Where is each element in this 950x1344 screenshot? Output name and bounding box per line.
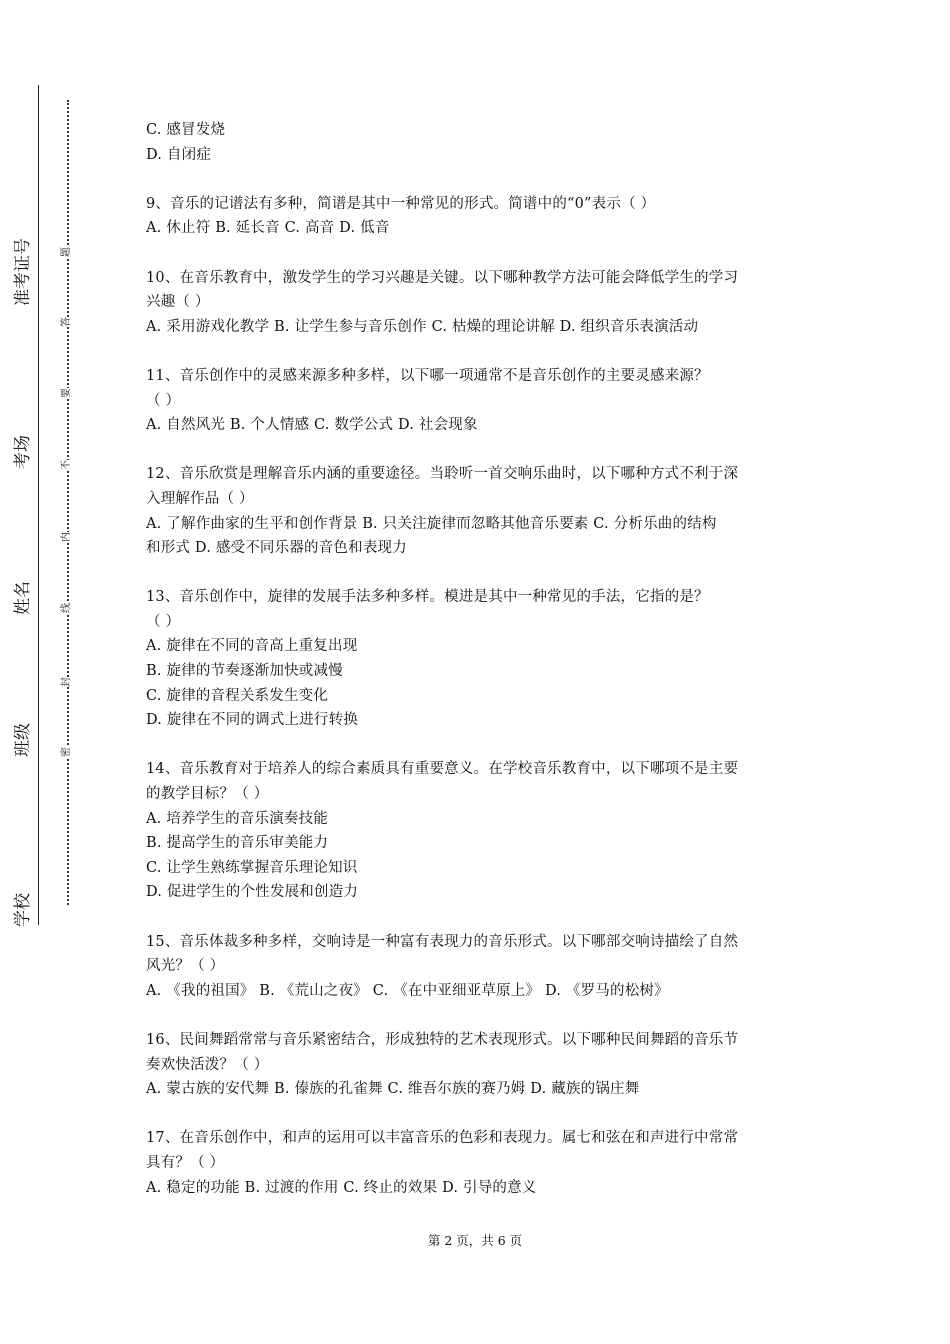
question-line: （ ） bbox=[146, 613, 181, 630]
question-block bbox=[146, 585, 816, 733]
seal-char: 封 bbox=[61, 677, 72, 687]
question-line: 12、音乐欣赏是理解音乐内涵的重要途径。当聆听一首交响乐曲时，以下哪种方式不利于深 bbox=[146, 466, 739, 483]
question-line: 奏欢快活泼？（ ） bbox=[146, 1056, 269, 1073]
question-line: B. 旋律的节奏逐渐加快或减慢 bbox=[146, 663, 343, 680]
question-line: D. 自闭症 bbox=[146, 146, 212, 163]
question-block bbox=[146, 1028, 816, 1102]
question-line: 13、音乐创作中，旋律的发展手法多种多样。模进是其中一种常见的手法，它指的是？ bbox=[146, 589, 709, 606]
question-gap bbox=[146, 241, 816, 266]
binding-solid-line bbox=[38, 85, 39, 925]
question-gap bbox=[146, 1102, 816, 1127]
question-line: 风光？（ ） bbox=[146, 958, 225, 975]
question-block bbox=[146, 192, 816, 241]
question-line: A. 培养学生的音乐演奏技能 bbox=[146, 810, 328, 827]
seal-char: 题 bbox=[61, 247, 72, 257]
field-name: 姓名 bbox=[13, 581, 33, 615]
question-line: 的教学目标？（ ） bbox=[146, 786, 269, 803]
question-line: A. 休止符 B. 延长音 C. 高音 D. 低音 bbox=[146, 220, 390, 237]
seal-char: 线 bbox=[61, 603, 72, 613]
question-line: 14、音乐教育对于培养人的综合素质具有重要意义。在学校音乐教育中，以下哪项不是主要 bbox=[146, 761, 739, 778]
field-school: 学校 bbox=[13, 893, 33, 927]
question-line: 10、在音乐教育中，激发学生的学习兴趣是关键。以下哪种教学方法可能会降低学生的学习 bbox=[146, 269, 739, 286]
question-block bbox=[146, 118, 816, 167]
seal-char: 内 bbox=[61, 532, 72, 542]
seal-char: 要 bbox=[61, 388, 72, 398]
question-line: D. 促进学生的个性发展和创造力 bbox=[146, 884, 359, 901]
question-line: 具有？（ ） bbox=[146, 1154, 225, 1171]
question-line: 入理解作品（ ） bbox=[146, 490, 254, 507]
question-line: A. 自然风光 B. 个人情感 C. 数学公式 D. 社会现象 bbox=[146, 417, 478, 434]
question-block bbox=[146, 462, 816, 560]
question-block bbox=[146, 266, 816, 340]
question-list bbox=[146, 118, 816, 1200]
question-line: D. 旋律在不同的调式上进行转换 bbox=[146, 712, 359, 729]
page-footer: 第 2 页，共 6 页 bbox=[427, 1233, 523, 1248]
question-line: A. 采用游戏化教学 B. 让学生参与音乐创作 C. 枯燥的理论讲解 D. 组织音乐表演活动 bbox=[146, 318, 699, 335]
question-line: C. 让学生熟练掌握音乐理论知识 bbox=[146, 859, 358, 876]
question-gap bbox=[146, 339, 816, 364]
question-block bbox=[146, 930, 816, 1004]
question-line: 11、音乐创作中的灵感来源多种多样，以下哪一项通常不是音乐创作的主要灵感来源？ bbox=[146, 367, 709, 384]
question-block bbox=[146, 757, 816, 905]
field-admission-number: 准考证号 bbox=[13, 238, 33, 306]
question-line: C. 旋律的音程关系发生变化 bbox=[146, 687, 329, 704]
question-gap bbox=[146, 733, 816, 758]
question-gap bbox=[146, 561, 816, 586]
field-class: 班级 bbox=[13, 723, 33, 757]
question-line: 16、民间舞蹈常常与音乐紧密结合，形成独特的艺术表现形式。以下哪种民间舞蹈的音乐节 bbox=[146, 1031, 739, 1048]
question-line: 和形式 D. 感受不同乐器的音色和表现力 bbox=[146, 540, 407, 557]
question-line: A. 旋律在不同的音高上重复出现 bbox=[146, 638, 358, 655]
question-block bbox=[146, 1126, 816, 1200]
question-line: 15、音乐体裁多种多样，交响诗是一种富有表现力的音乐形式。以下哪部交响诗描绘了自然 bbox=[146, 933, 739, 950]
question-block bbox=[146, 364, 816, 438]
question-line: A. 了解作曲家的生平和创作背景 B. 只关注旋律而忽略其他音乐要素 C. 分析乐曲的结构 bbox=[146, 515, 717, 532]
question-gap bbox=[146, 905, 816, 930]
question-line: 9、音乐的记谱法有多种，简谱是其中一种常见的形式。简谱中的“0”表示（ ） bbox=[146, 195, 656, 212]
question-line: 兴趣（ ） bbox=[146, 294, 210, 311]
question-line: A. 稳定的功能 B. 过渡的作用 C. 终止的效果 D. 引导的意义 bbox=[146, 1179, 537, 1196]
question-line: A. 蒙古族的安代舞 B. 傣族的孔雀舞 C. 维吾尔族的赛乃姆 D. 藏族的锅庄舞 bbox=[146, 1081, 640, 1098]
question-gap bbox=[146, 1003, 816, 1028]
question-gap bbox=[146, 438, 816, 463]
field-exam-room: 考场 bbox=[13, 435, 33, 469]
question-line: （ ） bbox=[146, 392, 181, 409]
question-line: 17、在音乐创作中，和声的运用可以丰富音乐的色彩和表现力。属七和弦在和声进行中常常 bbox=[146, 1130, 739, 1147]
binding-margin bbox=[0, 0, 110, 1344]
seal-char: 答 bbox=[61, 317, 72, 327]
question-line: B. 提高学生的音乐审美能力 bbox=[146, 835, 329, 852]
question-line: A. 《我的祖国》 B. 《荒山之夜》 C. 《在中亚细亚草原上》 D. 《罗马的松树》 bbox=[146, 982, 669, 999]
seal-char: 不 bbox=[61, 460, 72, 470]
question-gap bbox=[146, 167, 816, 192]
question-line: C. 感冒发烧 bbox=[146, 122, 226, 138]
binding-dotted-line bbox=[67, 100, 69, 905]
seal-char: 密 bbox=[61, 747, 72, 757]
